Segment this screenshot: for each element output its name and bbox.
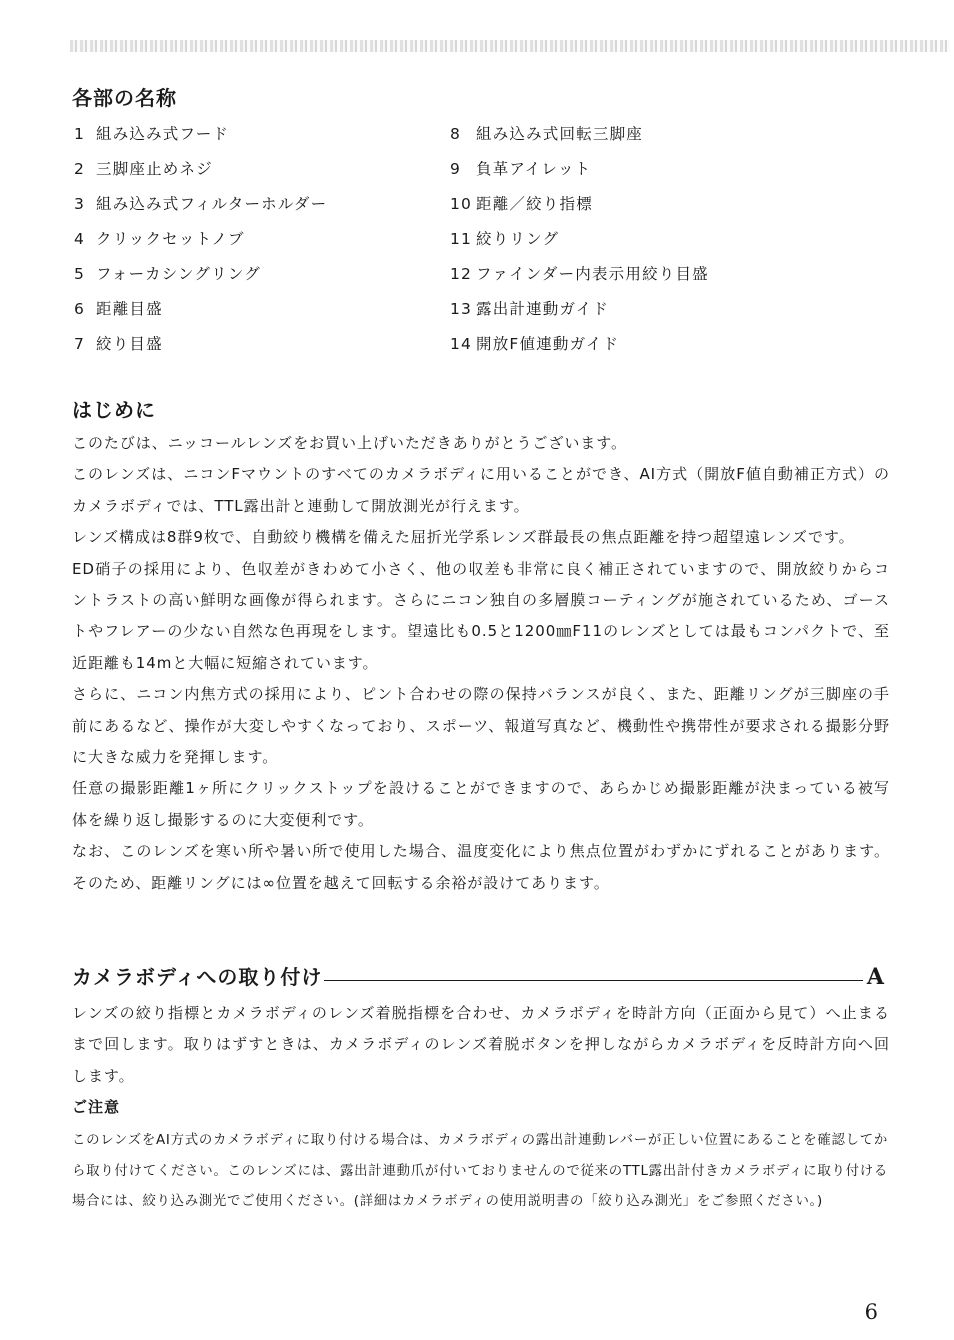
intro-paragraph: レンズ構成は8群9枚で、自動絞り機構を備えた屈折光学系レンズ群最長の焦点距離を持つ超望遠レンズです。 xyxy=(72,528,855,547)
part-label: 絞りリング xyxy=(476,230,560,248)
parts-list-left-column xyxy=(74,118,327,363)
part-item xyxy=(450,188,709,223)
title-rule xyxy=(324,980,863,981)
part-label: ファインダー内表示用絞り目盛 xyxy=(476,265,709,283)
part-label: 距離目盛 xyxy=(96,300,163,318)
part-item xyxy=(74,118,327,153)
part-number: 7 xyxy=(74,335,86,353)
intro-section-title: はじめに xyxy=(72,398,156,422)
part-item xyxy=(74,328,327,363)
parts-list-right-column xyxy=(450,118,709,363)
intro-paragraph: このたびは、ニッコールレンズをお買い上げいただきありがとうございます。 xyxy=(72,434,627,452)
part-number: 5 xyxy=(74,265,86,283)
part-number: 1 xyxy=(74,125,86,143)
part-number: 12 xyxy=(450,265,473,283)
part-item xyxy=(450,328,709,363)
part-label: 三脚座止めネジ xyxy=(96,160,213,178)
part-item xyxy=(450,118,709,153)
parts-section-title: 各部の名称 xyxy=(72,86,177,110)
part-item xyxy=(450,153,709,188)
note-text: このレンズをAI方式のカメラボディに取り付ける場合は、カメラボディの露出計連動レバーが正しい位置にあることを確認してから取り付けてください。このレンズには、露出計連動爪が付いておりませんので従来のTTL露出計付きカメラボディに取り付ける場合には、絞り込み測光でご使用ください。(詳細はカメラボディの使用説明書の「絞り込み測光」をご参照ください。) xyxy=(72,1133,888,1209)
intro-paragraph: ED硝子の採用により、色収差がきわめて小さく、他の収差も非常に良く補正されていますので、開放絞りからコントラストの高い鮮明な画像が得られます。さらにニコン独自の多層膜コーティングが施されているため、ゴーストやフレアーの少ない自然な色再現をします。望遠比も0.5と1200㎜F11のレンズとしては最もコンパクトで、至近距離も14mと大幅に短縮されています。 xyxy=(72,559,890,672)
part-label: 組み込み式フード xyxy=(96,125,230,143)
part-number: 2 xyxy=(74,160,86,178)
mount-paragraph: レンズの絞り指標とカメラボディのレンズ着脱指標を合わせ、カメラボディを時計方向（正面から見て）へ止まるまで回します。取りはずすときは、カメラボディのレンズ着脱ボタンを押しながらカメラボディを反時計方向へ回します。 xyxy=(72,1004,890,1085)
intro-paragraph: 任意の撮影距離1ヶ所にクリックストップを設けることができますので、あらかじめ撮影距離が決まっている被写体を繰り返し撮影するのに大変便利です。 xyxy=(72,779,890,829)
part-item xyxy=(450,223,709,258)
part-label: 組み込み式回転三脚座 xyxy=(476,125,644,143)
part-number: 10 xyxy=(450,195,473,213)
part-label: 負革アイレット xyxy=(476,160,592,178)
part-number: 8 xyxy=(450,125,462,143)
intro-body xyxy=(72,428,890,899)
part-label: 露出計連動ガイド xyxy=(476,300,610,318)
part-number: 11 xyxy=(450,230,473,248)
intro-paragraph: なお、このレンズを寒い所や暑い所で使用した場合、温度変化により焦点位置がわずかにずれることがあります。そのため、距離リングには∞位置を越えて回転する余裕が設けてあります。 xyxy=(72,842,890,892)
part-number: 4 xyxy=(74,230,86,248)
part-label: フォーカシングリング xyxy=(96,265,261,283)
part-label: 距離／絞り指標 xyxy=(476,195,593,213)
scan-top-band xyxy=(70,40,950,52)
part-number: 14 xyxy=(450,335,473,353)
part-number: 6 xyxy=(74,300,86,318)
part-number: 13 xyxy=(450,300,473,318)
mount-section-title: カメラボディへの取り付け xyxy=(72,965,323,989)
mount-body xyxy=(72,998,890,1092)
part-label: 絞り目盛 xyxy=(96,335,163,353)
part-item xyxy=(74,223,327,258)
parts-list xyxy=(74,118,894,358)
part-item xyxy=(74,258,327,293)
part-item xyxy=(74,188,327,223)
part-label: 組み込み式フィルターホルダー xyxy=(96,195,328,213)
page-number: 6 xyxy=(864,1300,878,1324)
part-item xyxy=(450,293,709,328)
note-title: ご注意 xyxy=(72,1098,121,1116)
intro-paragraph: さらに、ニコン内焦方式の採用により、ピント合わせの際の保持バランスが良く、また、距離リングが三脚座の手前にあるなど、操作が大変しやすくなっており、スポーツ、報道写真など、機動性や携帯性が要求される撮影分野に大きな威力を発揮します。 xyxy=(72,685,890,767)
part-label: クリックセットノブ xyxy=(96,230,245,248)
part-label: 開放F値連動ガイド xyxy=(476,335,620,353)
part-number: 9 xyxy=(450,160,462,178)
part-item xyxy=(74,293,327,328)
part-item xyxy=(450,258,709,293)
mount-section-header xyxy=(72,958,884,990)
figure-reference: A xyxy=(866,964,884,990)
part-number: 3 xyxy=(74,195,86,213)
intro-paragraph: このレンズは、ニコンFマウントのすべてのカメラボディに用いることができ、AI方式（開放F値自動補正方式）のカメラボディでは、TTL露出計と連動して開放測光が行えます。 xyxy=(72,465,890,515)
part-item xyxy=(74,153,327,188)
